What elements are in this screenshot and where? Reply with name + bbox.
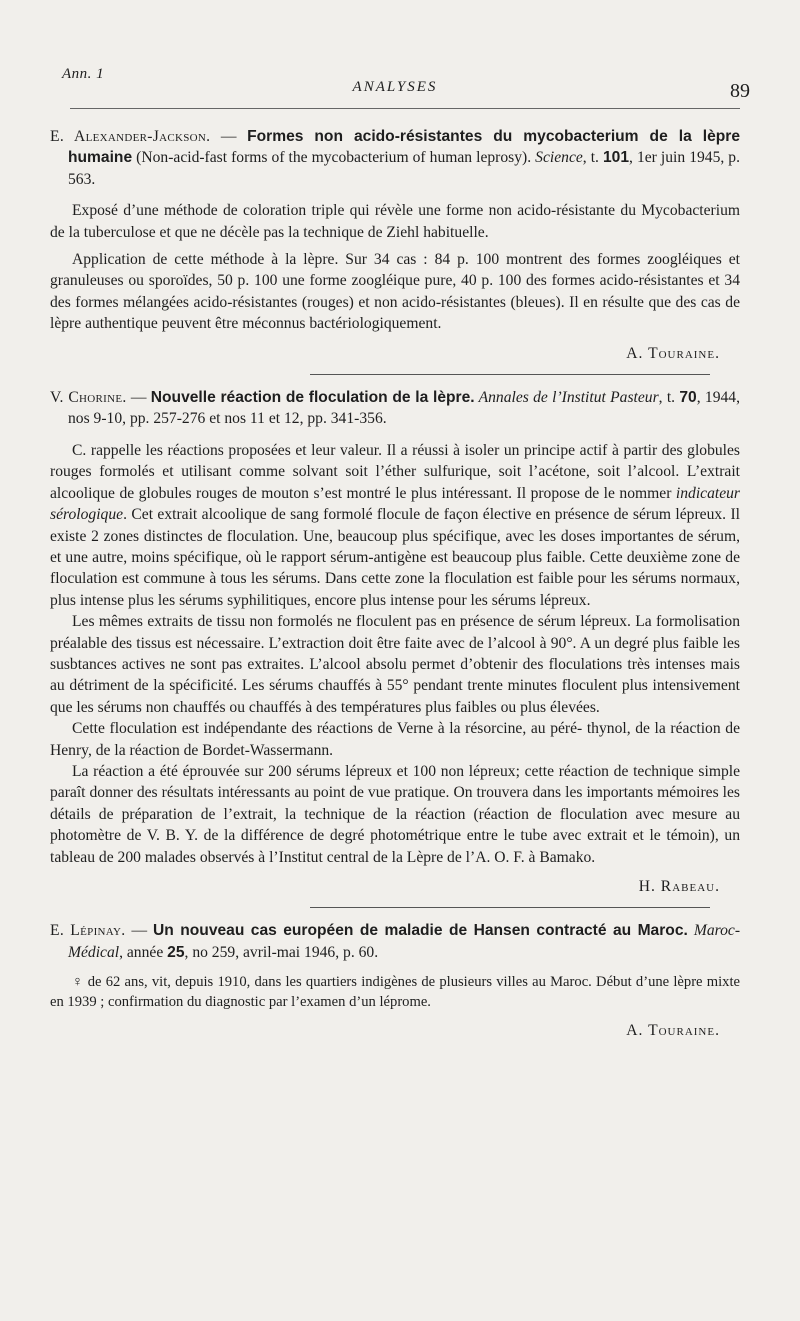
reference-text: , no 259, avril-mai 1946, p. 60. [184, 943, 379, 961]
article-chorine [50, 387, 740, 908]
signature: A. Touraine. [626, 344, 720, 362]
paragraph-text: thynol, de la réaction de Henry, de la réaction de Bordet-Wassermann. [50, 720, 740, 759]
reference-text: , 1944, nos 9-10, pp. 257-276 et nos 11 et 12, pp. 341-356. [68, 389, 740, 428]
paragraph: Exposé d’une méthode de coloration triple qui révèle une forme non acido-résistante du Mycobacterium de la tuberculose et que ne décèle pas la technique de Ziehl habituelle. [50, 202, 740, 241]
separator-rule [310, 907, 710, 908]
header-rule [70, 108, 740, 109]
journal-name: Maroc-Médical [68, 922, 741, 961]
article-title: Un nouveau cas européen de maladie de Hansen contracté au Maroc. [153, 922, 688, 940]
running-head [50, 0, 750, 112]
article-author: E. Lépinay. [50, 922, 126, 940]
paragraph: Les mêmes extraits de tissu non formolés ne floculent pas en présence de sérum lépreux. La formolisation préalable des tissus est nécessaire. L’extraction doit être faite avec de l’alcool à 90°. A un degré plus faible les susbtances actives ne sont pas extraites. L’alcool absolu permet d’obtenir des floculations très intenses mais au détriment de la spécificité. Les sérums chauffés à 55° pendant trente minutes floculent plus intensivement que les sérums non chauffés ou chauffés à des températures plus faibles ou plus élevées. [50, 613, 740, 716]
dash: — [126, 389, 151, 407]
article-lepinay [50, 920, 740, 1041]
paragraph [50, 718, 740, 761]
volume-number: 25 [167, 943, 185, 961]
separator-rule [310, 374, 710, 375]
paragraph: Application de cette méthode à la lèpre. Sur 34 cas : 84 p. 100 montrent des formes zoogléiques et granuleuses ou sporoïdes, 50 p. 100 une forme zoogléique pure, 40 p. 100 des formes acido-résistantes et 34 des formes mélangées acido-résistantes (rouges) et non acido-résistantes (bleues). Il en résulte que des cas de lèpre authentique peuvent être méconnus bactériologiquement. [50, 251, 740, 333]
term: indicateur sérologique [50, 484, 740, 524]
paragraph-text: C. rappelle les réactions proposées et leur valeur. Il a réussi à isoler un principe actif à partir des globules rouges formolés et utilisant comme solvant soit l’éther sulfurique, soit l’acétone, soit l’alcool. L’extrait alcoolique de globules rouges de mouton s’est montré le plus intéressant. Il propose de le nommer [50, 441, 740, 502]
paragraph-text: . Cet extrait alcoolique de sang formolé flocule de façon élective en présence de sérum lépreux. Il existe 2 zones distinctes de floculation. Une, beaucoup plus spécifique, avec les doses importantes de sérum, et une autre, moins spécifique, où le rapport sérum-antigène est beaucoup plus faible. Cette deuxième zone de floculation est commune à tous les sérums. Dans cette zone la floculation est faible pour les sérums normaux, plus intense plus les sérums syphilitiques, encore plus intense pour les sérums lépreux. [50, 506, 740, 609]
volume-number: 101 [603, 149, 630, 167]
article-author: E. Alexander-Jackson. [50, 128, 211, 145]
dash: — [210, 128, 248, 145]
reference-text: , 1er juin 1945, p. 563. [68, 149, 741, 188]
reference-text: , année [119, 943, 168, 961]
article-heading [50, 920, 740, 963]
page-number: 89 [730, 80, 750, 102]
paragraph [50, 440, 740, 611]
reference-text: , t. [658, 389, 680, 407]
journal-name: Science [535, 149, 583, 167]
article-author: V. Chorine. [50, 389, 127, 407]
section-title: ANALYSES [352, 79, 438, 95]
reference-text: , t. [582, 149, 603, 167]
paragraph-text-bold: Cette floculation est indépendante des réactions de Verne à la résorcine, au péré- [72, 720, 583, 738]
paragraph: ♀ de 62 ans, vit, depuis 1910, dans les quartiers indigènes de plusieurs villes au Maroc. Début d’une lèpre mixte en 1939 ; confirmation du diagnostic par l’examen d’un léprome. [50, 974, 740, 1010]
reference-text: (Non-acid-fast forms of the mycobacterium of human leprosy). [132, 149, 536, 167]
signature: A. Touraine. [626, 1022, 720, 1040]
paragraph: La réaction a été éprouvée sur 200 sérums lépreux et 100 non lépreux; cette réaction de technique simple paraît donner des résultats intéressants au point de vue pratique. On trouvera dans les importants mémoires les détails de préparation de l’extrait, la technique de la réaction (réaction de floculation avec mesure au photomètre de V. B. Y. de la différence de degré photométrique entre le tube avec extrait et le témoin), un tableau de 200 malades observés à l’Institut central de la Lèpre de l’A. O. F. à Bamako. [50, 762, 740, 866]
signature: H. Rabeau. [638, 878, 720, 895]
article-heading [50, 126, 740, 190]
dash: — [125, 922, 154, 940]
page [50, 0, 750, 1042]
article-title: Nouvelle réaction de floculation de la lèpre. [150, 389, 475, 407]
article-title: Formes non acido-résistantes du mycobacterium de la lèpre humaine [68, 128, 741, 167]
journal-name: Annales de l’Institut Pasteur [474, 389, 659, 407]
journal-annotation: Ann. 1 [62, 66, 105, 82]
article-heading [50, 387, 740, 430]
article-alexander-jackson [50, 126, 740, 375]
volume-number: 70 [679, 389, 697, 407]
